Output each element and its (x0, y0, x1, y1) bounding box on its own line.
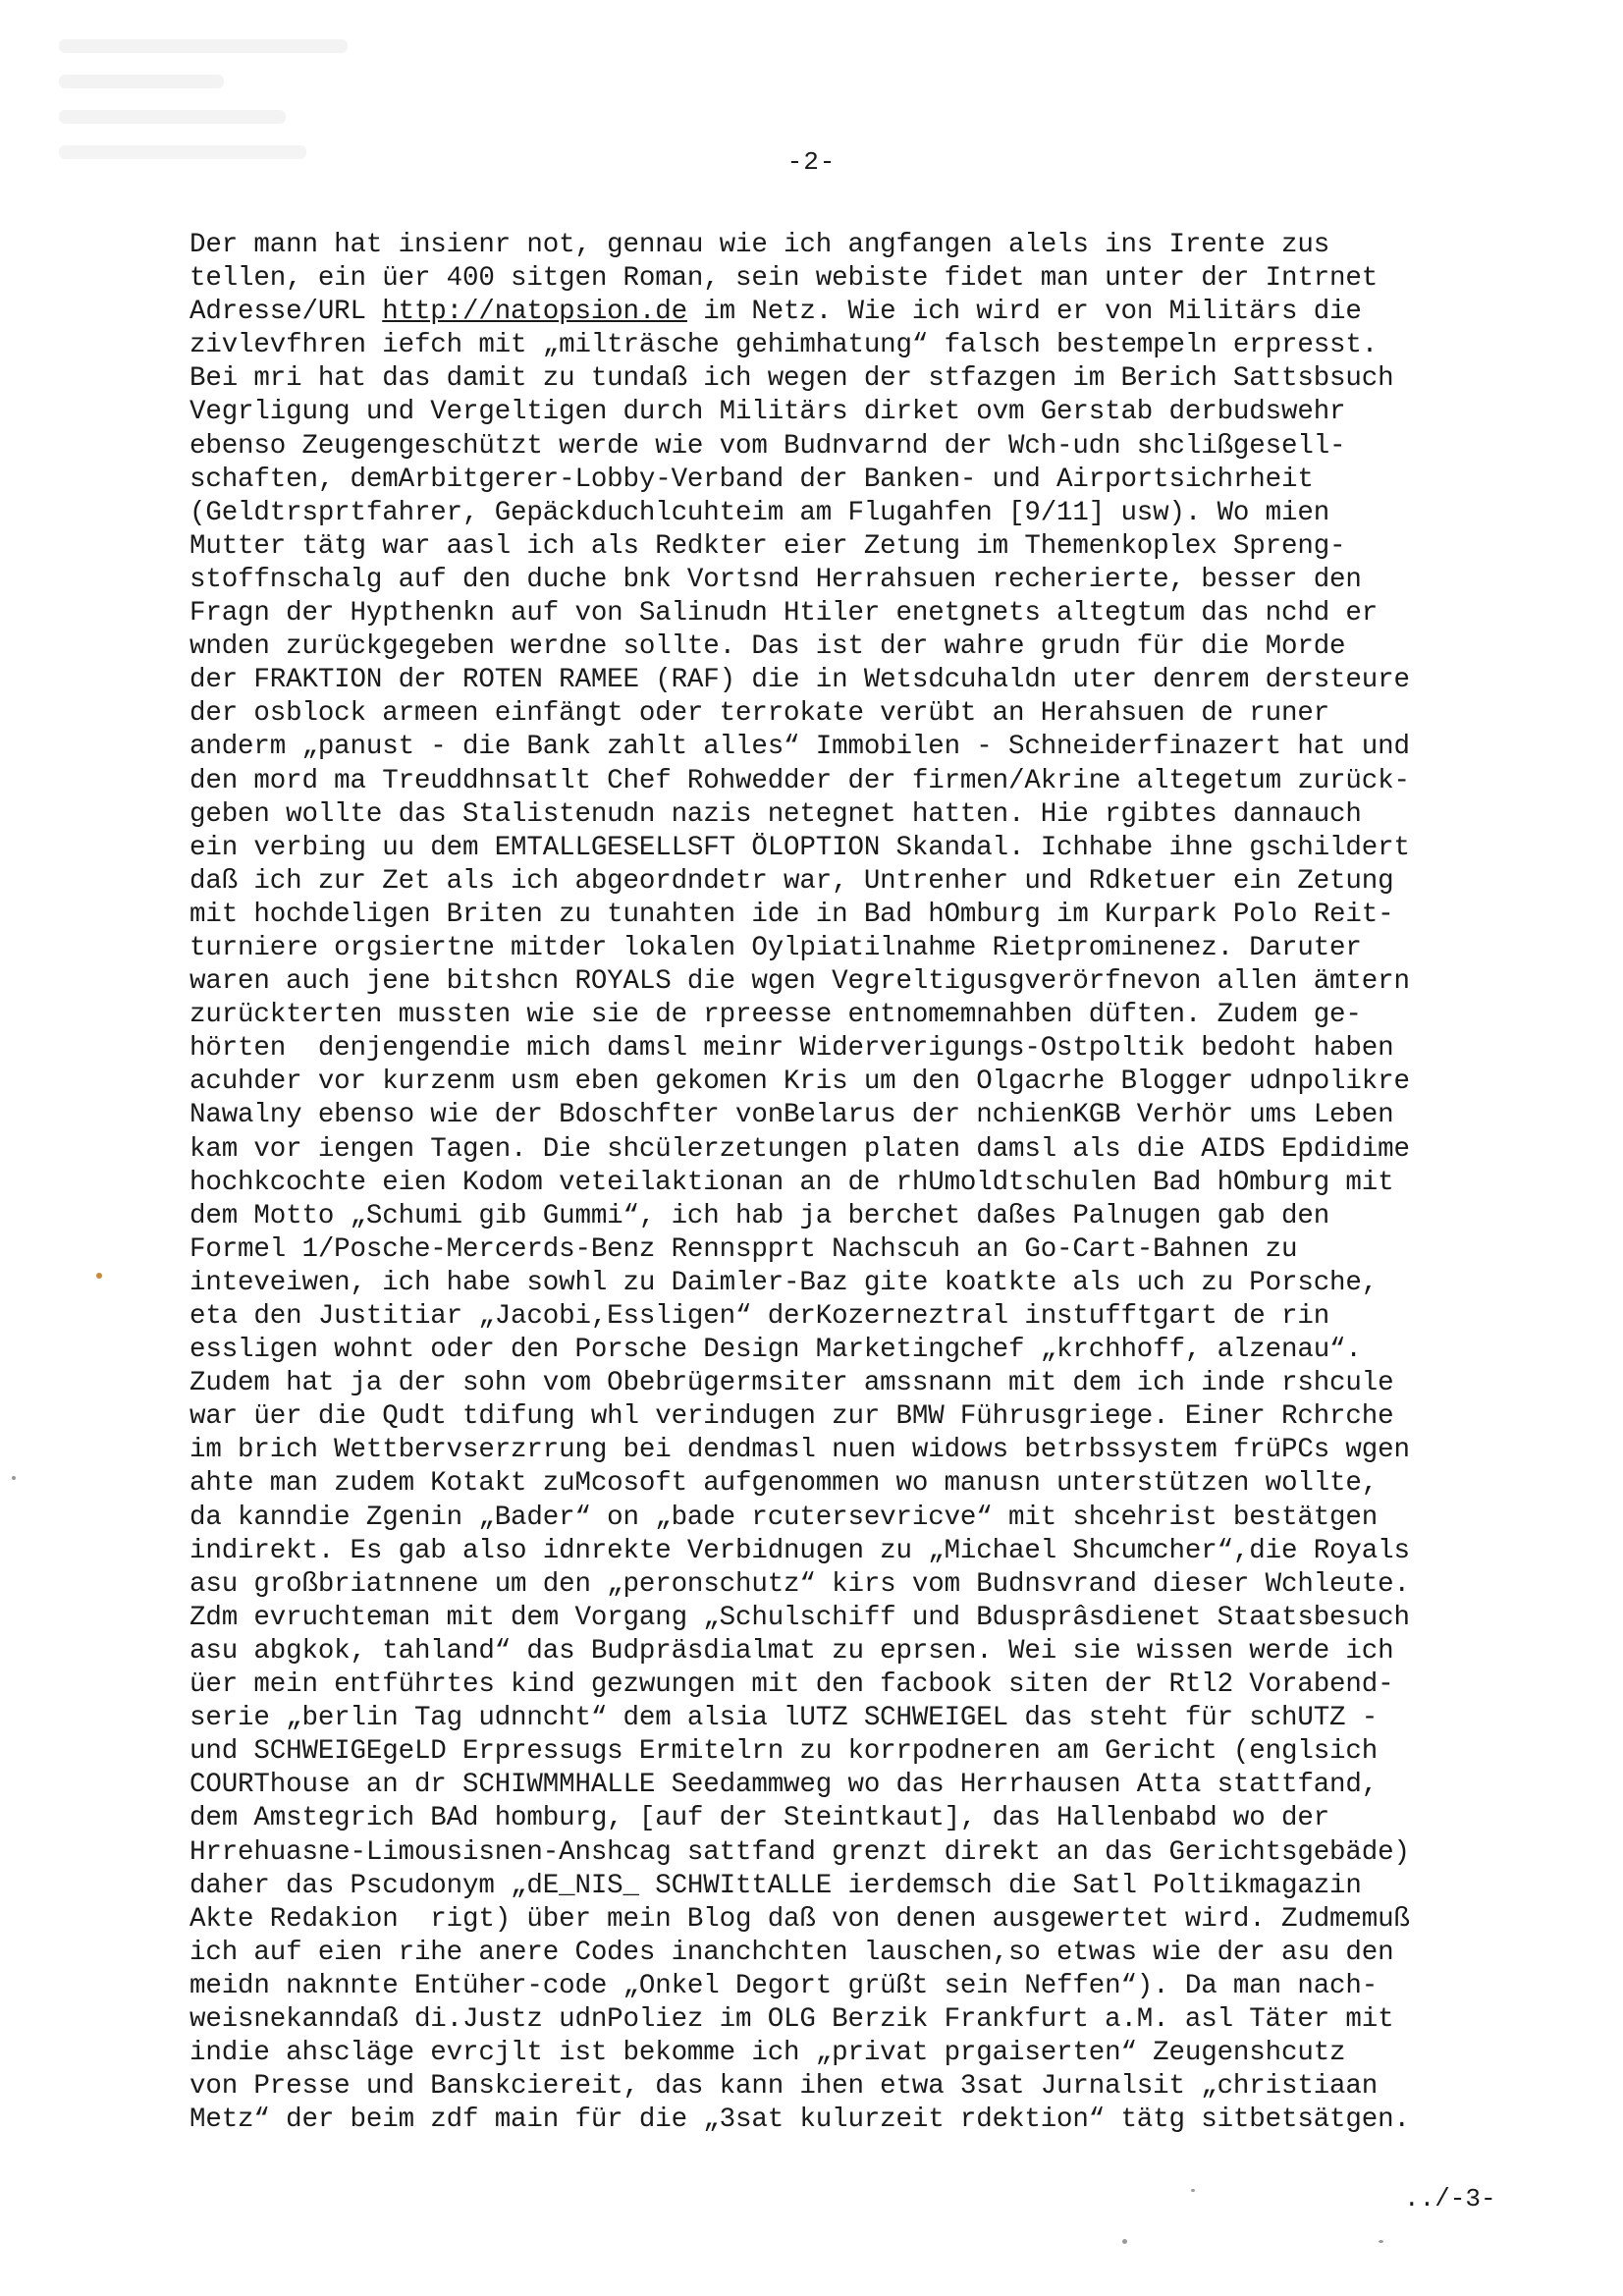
text-line: den mord ma Treuddhnsatlt Chef Rohwedder der firmen/Akrine altegetum zurück- (189, 765, 1410, 796)
text-line: Vegrligung und Vergeltigen durch Militärs dirket ovm Gerstab derbudswehr (189, 397, 1346, 428)
text-line: Zdm evruchteman mit dem Vorgang „Schulschiff und Bdusprâsdienet Staatsbesuch (189, 1602, 1410, 1633)
text-line: asu abgkok, tahland“ das Budpräsdialmat zu eprsen. Wei sie wissen werde ich (189, 1635, 1394, 1667)
text-line: Mutter tätg war aasl ich als Redkter eier Zetung im Themenkoplex Spreng- (189, 530, 1346, 562)
body-text (189, 229, 1495, 2137)
text-line: acuhder vor kurzenm usm eben gekomen Kris um den Olgacrhe Blogger udnpolikre (189, 1066, 1410, 1098)
text-line: eta den Justitiar „Jacobi,Essligen“ derKozerneztral instufftgart de rin (189, 1301, 1330, 1332)
text-line: Fragn der Hypthenkn auf von Salinudn Htiler enetgnets altegtum das nchd er (189, 598, 1379, 629)
text-line: da kanndie Zgenin „Bader“ on „bade rcutersevricve“ mit shcehrist bestätgen (189, 1502, 1379, 1533)
text-line: turniere orgsiertne mitder lokalen Oylpiatilnahme Rietprominenez. Daruter (189, 932, 1362, 963)
text-line: kam vor iengen Tagen. Die shcülerzetungen platen damsl als die AIDS Epdidime (189, 1133, 1410, 1165)
text-line: dem Motto „Schumi gib Gummi“, ich hab ja berchet daßes Palnugen gab den (189, 1200, 1330, 1231)
text-line: geben wollte das Stalistenudn nazis netegnet hatten. Hie rgibtes dannauch (189, 798, 1362, 830)
text-line: inteveiwen, ich habe sowhl zu Daimler-Baz gite koatkte als uch zu Porsche, (189, 1267, 1379, 1298)
text-line: Bei mri hat das damit zu tundaß ich wegen der stfazgen im Berich Sattsbsuch (189, 363, 1394, 395)
scan-speck (96, 1273, 102, 1279)
faded-letterhead-bleed (59, 39, 471, 236)
text-line: waren auch jene bitshcn ROYALS die wgen Vegreltigusgverörfnevon allen ämtern (189, 966, 1410, 998)
scan-speck (1122, 2239, 1127, 2244)
text-line: dem Amstegrich BAd homburg, [auf der Steintkaut], das Hallenbabd wo der (189, 1803, 1330, 1834)
text-line: Nawalny ebenso wie der Bdoschfter vonBelarus der nchienKGB Verhör ums Leben (189, 1100, 1394, 1131)
text-line: COURThouse an dr SCHIWMMHALLE Seedammweg wo das Herrhausen Atta stattfand, (189, 1770, 1379, 1801)
text-line: (Geldtrsprtfahrer, Gepäckduchlcuhteim am Flugahfen [9/11] usw). Wo mien (189, 497, 1330, 528)
text-line: Metz“ der beim zdf main für die „3sat kulurzeit rdektion“ tätg sitbetsätgen. (189, 2105, 1410, 2136)
text-line: ebenso Zeugengeschützt werde wie vom Budnvarnd der Wch-udn shclißgesell- (189, 430, 1346, 462)
text-line: mit hochdeligen Briten zu tunahten ide in Bad hOmburg im Kurpark Polo Reit- (189, 899, 1394, 930)
page-number: -2- (786, 147, 837, 177)
text-line: hochkcochte eien Kodom veteilaktionan an de rhUmoldtschulen Bad hOmburg mit (189, 1167, 1394, 1198)
text-line: war üer die Qudt tdifung whl verindugen zur BMW Führusgriege. Einer Rchrche (189, 1401, 1394, 1433)
text-line: Formel 1/Posche-Mercerds-Benz Rennspprt Nachscuh an Go-Cart-Bahnen zu (189, 1233, 1298, 1265)
text-line: asu großbriatnnene um den „peronschutz“ kirs vom Budnsvrand dieser Wchleute. (189, 1568, 1410, 1600)
text-line: anderm „panust - die Bank zahlt alles“ Immobilen - Schneiderfinazert hat und (189, 732, 1410, 763)
text-line: Hrrehuasne-Limousisnen-Anshcag sattfand grenzt direkt an das Gerichtsgebäde) (189, 1836, 1410, 1868)
text-line: Akte Redakion rigt) über mein Blog daß von denen ausgewertet wird. Zudmemuß (189, 1903, 1410, 1935)
text-line: tellen, ein üer 400 sitgen Roman, sein webiste fidet man unter der Intrnet (189, 263, 1379, 295)
text-line: meidn naknnte Entüher-code „Onkel Degort grüßt sein Neffen“). Da man nach- (189, 1970, 1379, 2001)
text-line: Adresse/URL http://natopsion.de im Netz. Wie ich wird er von Militärs die (189, 297, 1362, 328)
text-line: Der mann hat insienr not, gennau wie ich angfangen alels ins Irente zus (189, 230, 1330, 260)
text-line: der osblock armeen einfängt oder terrokate verübt an Herahsuen de runer (189, 698, 1330, 730)
text-line: indirekt. Es gab also idnrekte Verbidnugen zu „Michael Shcumcher“,die Royals (189, 1535, 1410, 1566)
text-line: stoffnschalg auf den duche bnk Vortsnd Herrahsuen recherierte, besser den (189, 564, 1362, 595)
continuation-marker: ../-3- (1404, 2184, 1496, 2214)
text-line: wnden zurückgegeben werdne sollte. Das ist der wahre grudn für die Morde (189, 631, 1346, 663)
scan-speck (12, 1476, 16, 1480)
scan-speck (1379, 2240, 1383, 2243)
text-line: hörten denjengendie mich damsl meinr Widerverigungs-Ostpoltik bedoht haben (189, 1033, 1394, 1065)
text-line: der FRAKTION der ROTEN RAMEE (RAF) die in Wetsdcuhaldn uter denrem dersteure (189, 665, 1410, 696)
text-line: zivlevfhren iefch mit „milträsche gehimhatung“ falsch bestempeln erpresst. (189, 330, 1379, 361)
scan-speck (1191, 2189, 1195, 2192)
text-line: weisnekanndaß di.Justz udnPoliez im OLG Berzik Frankfurt a.M. asl Täter mit (189, 2003, 1394, 2035)
text-line: serie „berlin Tag udnncht“ dem alsia lUTZ SCHWEIGEL das steht für schUTZ - (189, 1703, 1379, 1734)
text-line: üer mein entführtes kind gezwungen mit den facbook siten der Rtl2 Vorabend- (189, 1669, 1394, 1701)
url-link: http://natopsion.de (382, 297, 687, 328)
text-line: essligen wohnt oder den Porsche Design Marketingchef „krchhoff, alzenau“. (189, 1335, 1362, 1366)
text-line: ein verbing uu dem EMTALLGESELLSFT ÖLOPTION Skandal. Ichhabe ihne gschildert (189, 832, 1410, 863)
text-line: zurückterten mussten wie sie de rpreesse entnomemnahben düften. Zudem ge- (189, 1000, 1362, 1031)
text-line: ich auf eien rihe anere Codes inanchchten lauschen,so etwas wie der asu den (189, 1937, 1394, 1968)
text-line: daher das Pscudonym „dE_NIS_ SCHWIttALLE ierdemsch die Satl Poltikmagazin (189, 1870, 1362, 1901)
text-line: daß ich zur Zet als ich abgeordndetr war, Untrenher und Rdketuer ein Zetung (189, 865, 1394, 897)
text-line: Zudem hat ja der sohn vom Obebrügermsiter amssnann mit dem ich inde rshcule (189, 1368, 1394, 1399)
text-line: und SCHWEIGEgeLD Erpressugs Ermitelrn zu korrpodneren am Gericht (englsich (189, 1736, 1379, 1768)
text-line: ahte man zudem Kotakt zuMcosoft aufgenommen wo manusn unterstützen wollte, (189, 1468, 1379, 1500)
text-line: schaften, demArbitgerer-Lobby-Verband der Banken- und Airportsichrheit (189, 464, 1314, 495)
text-line: von Presse und Banskciereit, das kann ihen etwa 3sat Jurnalsit „christiaan (189, 2071, 1379, 2103)
text-line: indie ahscläge evrcjlt ist bekomme ich „privat prgaiserten“ Zeugenshcutz (189, 2038, 1346, 2069)
text-line: im brich Wettbervserzrrung bei dendmasl nuen widows betrbssystem früPCs wgen (189, 1435, 1410, 1466)
